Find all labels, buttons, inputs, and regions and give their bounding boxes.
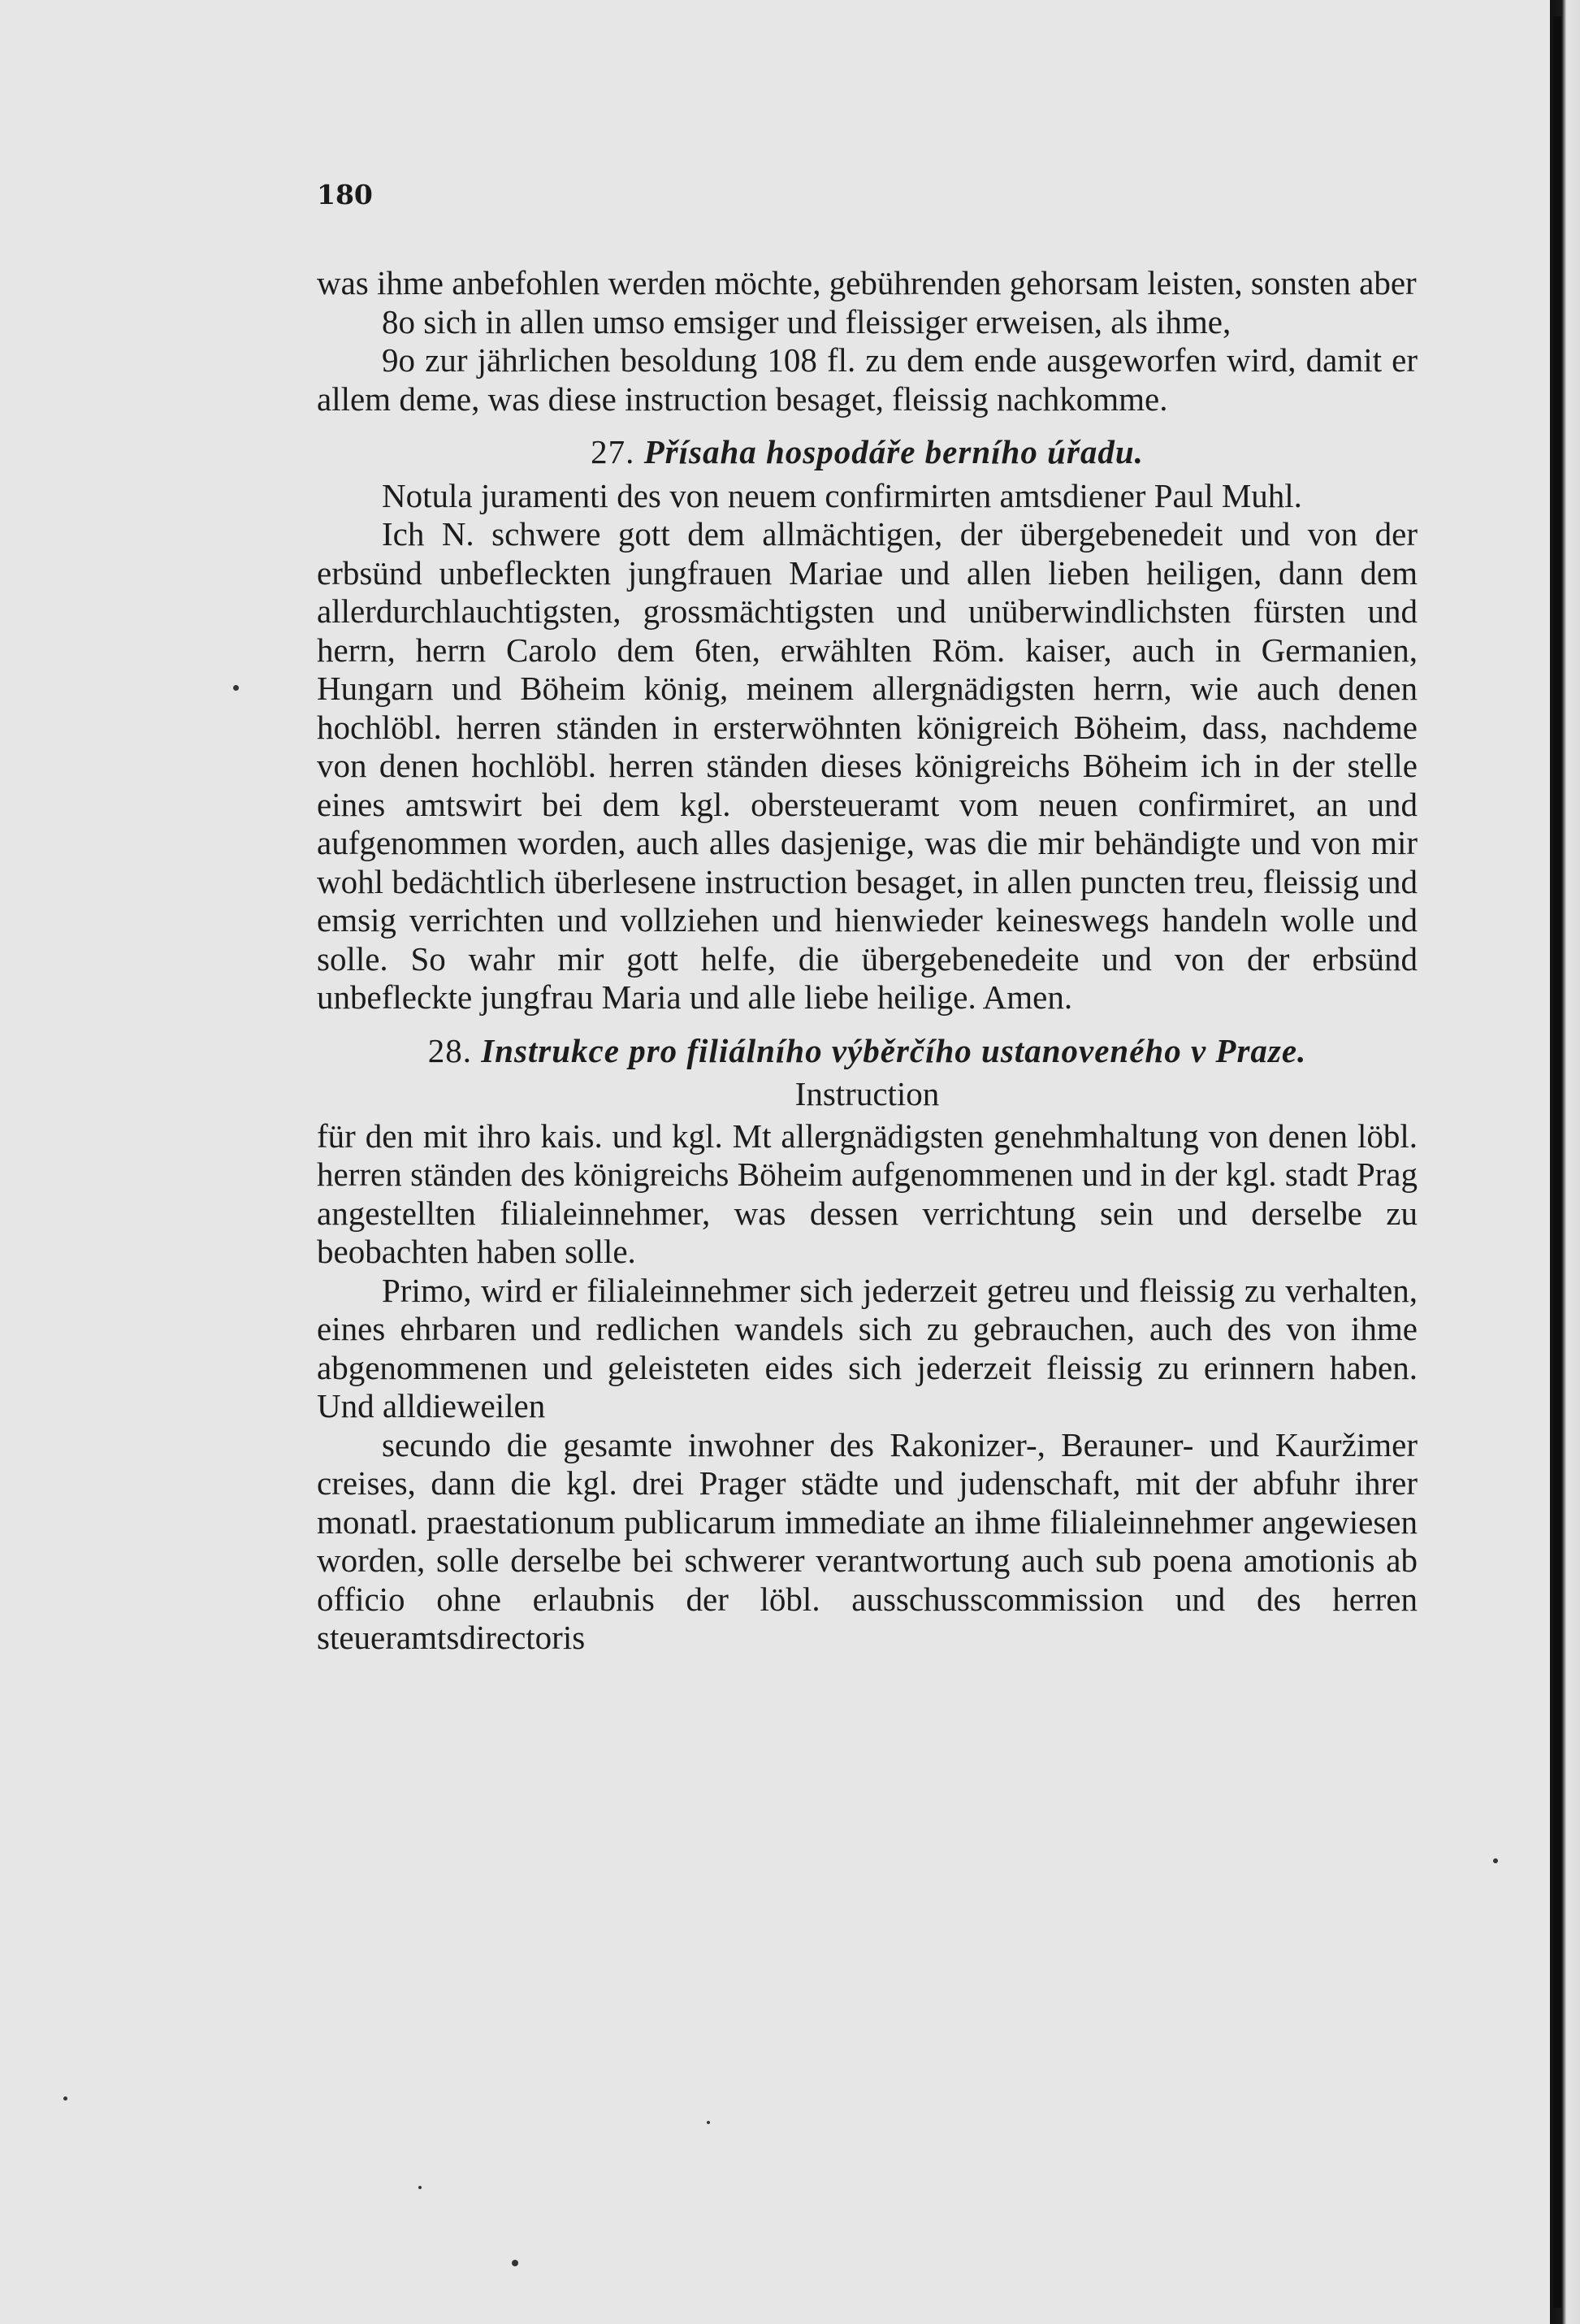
section-28-number: 28. bbox=[427, 1031, 472, 1069]
section-28-secundo: secundo die gesamte inwohner des Rakonizer-, Berauner- und Kauržimer creises, dann die kgl. drei Prager städte und judenschaft, mit der abfuhr ihrer monatl. praestationum publicarum immediate an ihme filialeinnehmer angewiesen worden, solle derselbe bei schwerer verantwortung auch sub poena amotionis ab officio ohne erlaubnis der löbl. ausschusscommission und des herren steueramtsdirectoris bbox=[317, 1425, 1418, 1656]
section-28-heading bbox=[317, 1032, 1418, 1071]
section-27-intro: Notula juramenti des von neuem confirmirten amtsdiener Paul Muhl. bbox=[382, 476, 1302, 514]
section-27-heading bbox=[317, 433, 1418, 472]
scan-speck bbox=[418, 2186, 422, 2189]
scan-speck bbox=[1493, 1858, 1498, 1863]
page-number: 180 bbox=[317, 179, 373, 210]
paragraph-continuation: was ihme anbefohlen werden möchte, gebührenden gehorsam leisten, sonsten aber bbox=[317, 264, 1417, 301]
section-28-intro: für den mit ihro kais. und kgl. Mt allergnädigsten genehmhaltung von denen löbl. herren ständen des königreichs Böheim aufgenommenen und in der kgl. stadt Prag angestellten filialeinnehmer, was dessen verrichtung sein und derselbe zu beobachten haben solle. bbox=[317, 1116, 1418, 1270]
section-28-subtitle: Instruction bbox=[794, 1075, 940, 1112]
scan-speck bbox=[512, 2260, 518, 2266]
paragraph-item-8: 8o sich in allen umso emsiger und fleissiger erweisen, als ihme, bbox=[382, 302, 1232, 340]
section-27-title: Přísaha hospodáře berního úřadu. bbox=[643, 433, 1144, 470]
page-body bbox=[317, 264, 1418, 1658]
section-27-number: 27. bbox=[591, 433, 635, 470]
book-spine-shadow bbox=[1553, 16, 1561, 2308]
section-27-oath: Ich N. schwere gott dem allmächtigen, der übergebenedeit und von der erbsünd unbefleckten jungfrauen Mariae und allen lieben heiligen, dann dem allerdurchlauchtigsten, grossmächtigsten und unüberwindlichsten fürsten und herrn, herrn Carolo dem 6ten, erwählten Röm. kaiser, auch in Germanien, Hungarn und Böheim könig, meinem allergnädigsten herrn, wie auch denen hochlöbl. herren ständen in ersterwöhnten königreich Böheim, dass, nachdeme von denen hochlöbl. herren ständen dieses königreichs Böheim ich in der stelle eines amtswirt bei dem kgl. obersteueramt vom neuen confirmiret, an und aufgenommen worden, auch alles dasjenige, was die mir behändigte und von mir wohl bedächtlich überlesene instruction besaget, in allen puncten treu, fleissig und emsig verrichten und vollziehen und hienwieder keineswegs handeln wolle und solle. So wahr mir gott helfe, die übergebenedeite und von der erbsünd unbefleckte jungfrau Maria und alle liebe heilige. Amen. bbox=[317, 515, 1418, 1016]
scan-speck bbox=[707, 2121, 710, 2124]
section-28-title: Instrukce pro filiálního výběrčího ustanoveného v Praze. bbox=[481, 1031, 1307, 1069]
section-28-primo: Primo, wird er filialeinnehmer sich jederzeit getreu und fleissig zu verhalten, eines ehrbaren und redlichen wandels sich zu gebrauchen, auch des von ihme abgenommenen und geleisteten eides sich jederzeit fleissig zu erinnern haben. Und alldieweilen bbox=[317, 1271, 1418, 1424]
paragraph-item-9: 9o zur jährlichen besoldung 108 fl. zu dem ende ausgeworfen wird, damit er allem deme, was diese instruction besaget, fleissig nachkomme. bbox=[317, 341, 1418, 418]
scan-speck bbox=[63, 2096, 67, 2101]
scan-speck bbox=[233, 685, 239, 691]
